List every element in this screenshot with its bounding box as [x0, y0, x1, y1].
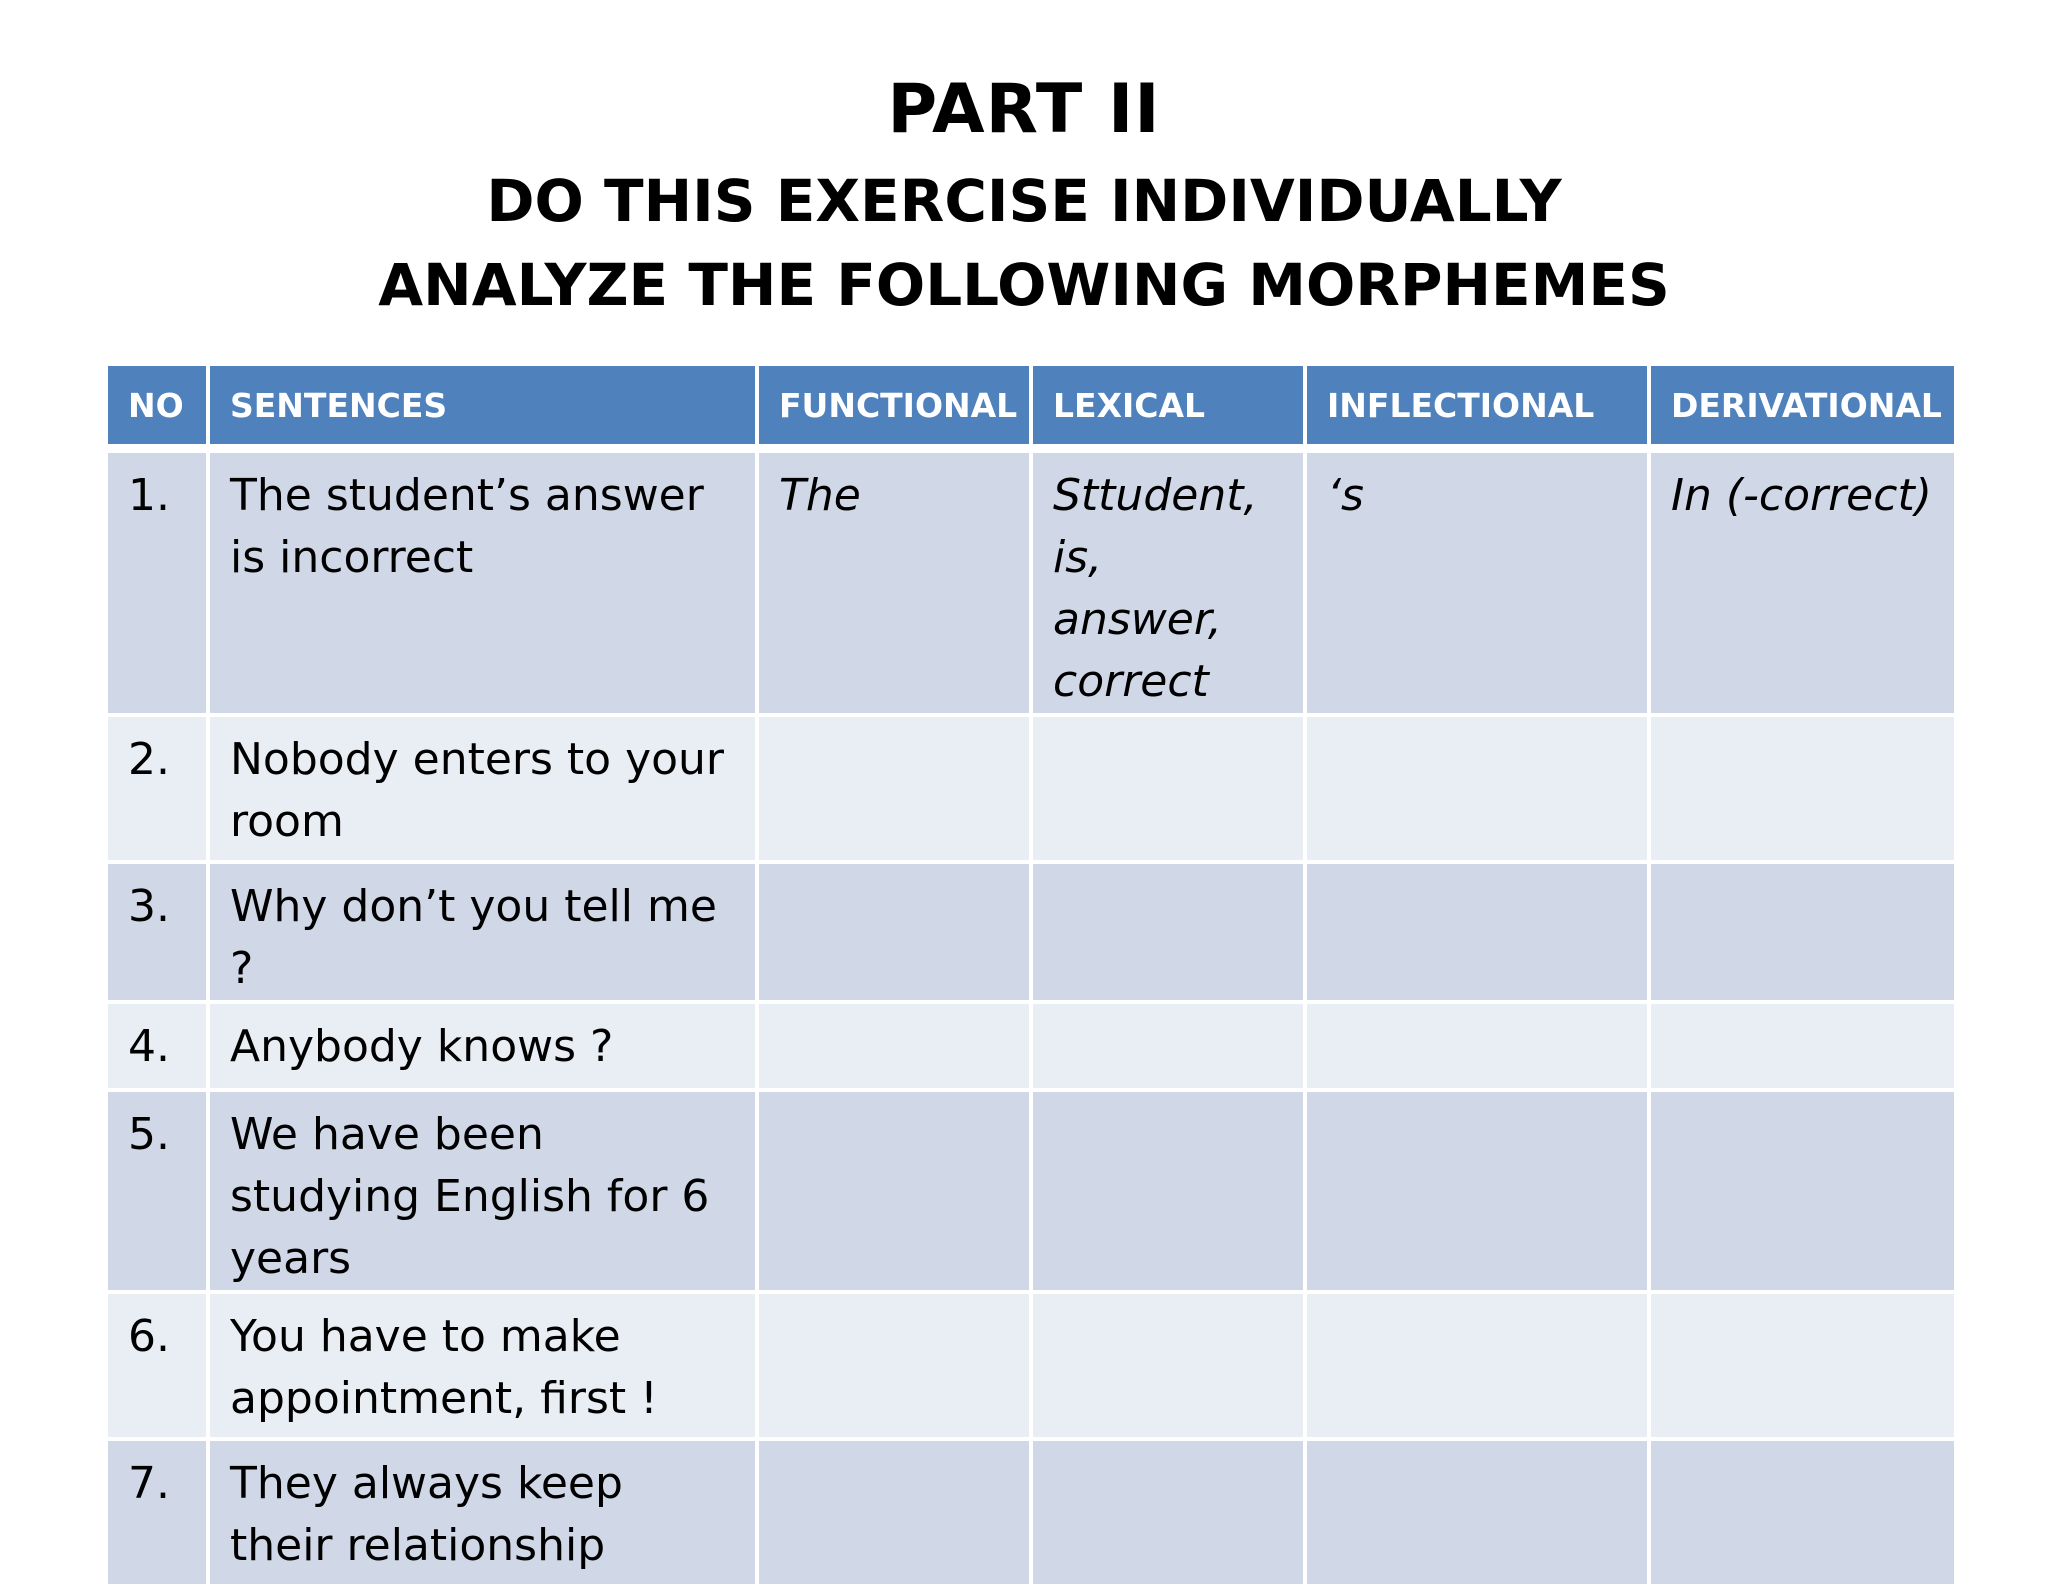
table-row	[106, 1090, 1956, 1292]
cell-no: 6.	[106, 1292, 208, 1439]
header-functional: FUNCTIONAL	[757, 364, 1031, 449]
cell-inflectional	[1305, 1439, 1649, 1586]
header-lexical: LEXICAL	[1031, 364, 1305, 449]
cell-sentence: The student’s answer is incorrect	[208, 449, 757, 716]
cell-no: 1.	[106, 449, 208, 716]
cell-no: 5.	[106, 1090, 208, 1292]
cell-sentence: You have to make appointment, first !	[208, 1292, 757, 1439]
cell-derivational	[1649, 1090, 1956, 1292]
cell-inflectional	[1305, 1292, 1649, 1439]
morpheme-table	[104, 362, 1958, 1588]
header-no: NO	[106, 364, 208, 449]
page-title: PART II	[887, 70, 1161, 149]
cell-lexical: Sttudent, is, answer, correct	[1031, 449, 1305, 716]
cell-lexical	[1031, 1002, 1305, 1090]
cell-no: 7.	[106, 1439, 208, 1586]
cell-functional	[757, 715, 1031, 862]
cell-sentence: Nobody enters to your room	[208, 715, 757, 862]
cell-derivational	[1649, 1292, 1956, 1439]
cell-no: 4.	[106, 1002, 208, 1090]
subtitle-task: ANALYZE THE FOLLOWING MORPHEMES	[378, 251, 1670, 319]
header-derivational: DERIVATIONAL	[1649, 364, 1956, 449]
cell-lexical	[1031, 862, 1305, 1002]
cell-inflectional: ‘s	[1305, 449, 1649, 716]
table-row	[106, 449, 1956, 716]
table-row	[106, 1439, 1956, 1586]
cell-inflectional	[1305, 1002, 1649, 1090]
cell-derivational	[1649, 1002, 1956, 1090]
cell-lexical	[1031, 1090, 1305, 1292]
cell-functional: The	[757, 449, 1031, 716]
cell-lexical	[1031, 1439, 1305, 1586]
cell-no: 2.	[106, 715, 208, 862]
cell-inflectional	[1305, 1090, 1649, 1292]
cell-sentence: They always keep their relationship	[208, 1439, 757, 1586]
table-row	[106, 862, 1956, 1002]
cell-functional	[757, 1002, 1031, 1090]
table-row	[106, 1002, 1956, 1090]
cell-lexical	[1031, 715, 1305, 862]
cell-sentence: Why don’t you tell me ?	[208, 862, 757, 1002]
subtitle-instruction: DO THIS EXERCISE INDIVIDUALLY	[486, 167, 1562, 235]
cell-no: 3.	[106, 862, 208, 1002]
header-sentences: SENTENCES	[208, 364, 757, 449]
cell-derivational: In (-correct)	[1649, 449, 1956, 716]
cell-functional	[757, 1292, 1031, 1439]
cell-derivational	[1649, 1439, 1956, 1586]
cell-derivational	[1649, 862, 1956, 1002]
cell-functional	[757, 1090, 1031, 1292]
cell-derivational	[1649, 715, 1956, 862]
cell-sentence: We have been studying English for 6 years	[208, 1090, 757, 1292]
cell-sentence: Anybody knows ?	[208, 1002, 757, 1090]
cell-functional	[757, 1439, 1031, 1586]
table-header-row	[106, 364, 1956, 449]
cell-inflectional	[1305, 862, 1649, 1002]
table-row	[106, 1292, 1956, 1439]
cell-functional	[757, 862, 1031, 1002]
table-row	[106, 715, 1956, 862]
cell-lexical	[1031, 1292, 1305, 1439]
header-inflectional: INFLECTIONAL	[1305, 364, 1649, 449]
cell-inflectional	[1305, 715, 1649, 862]
